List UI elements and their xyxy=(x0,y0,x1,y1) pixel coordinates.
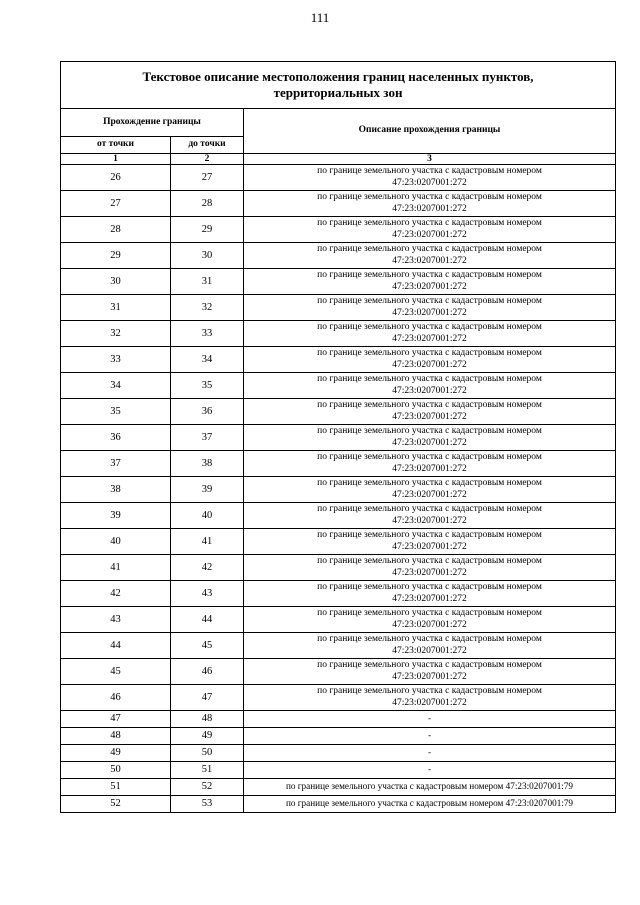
table-row xyxy=(61,503,616,529)
to-point-cell: 39 xyxy=(171,477,244,503)
description-line-1: - xyxy=(427,713,432,724)
description-cell xyxy=(244,685,616,711)
from-point-cell: 47 xyxy=(61,711,171,728)
description-line-2: 47:23:0207001:272 xyxy=(392,281,467,292)
table-title-line-1: Текстовое описание местоположения границ населенных пунктов, xyxy=(142,69,534,84)
header-passage: Прохождение границы xyxy=(61,109,244,137)
to-point-cell: 48 xyxy=(171,711,244,728)
from-point-cell: 37 xyxy=(61,451,171,477)
table-row xyxy=(61,243,616,269)
header-to-point: до точки xyxy=(171,137,244,154)
description-line-2: 47:23:0207001:272 xyxy=(392,203,467,214)
to-point-cell: 27 xyxy=(171,165,244,191)
to-point-cell: 42 xyxy=(171,555,244,581)
description-line-1: по границе земельного участка с кадастровым номером xyxy=(317,530,542,540)
from-point-cell: 29 xyxy=(61,243,171,269)
description-cell xyxy=(244,425,616,451)
description-line-2: 47:23:0207001:272 xyxy=(392,359,467,370)
table-row xyxy=(61,685,616,711)
description-cell xyxy=(244,321,616,347)
table-row xyxy=(61,529,616,555)
description-cell xyxy=(244,295,616,321)
description-cell xyxy=(244,745,616,762)
to-point-cell: 37 xyxy=(171,425,244,451)
description-cell xyxy=(244,555,616,581)
table-body xyxy=(61,62,616,813)
description-line-2: 47:23:0207001:272 xyxy=(392,177,467,188)
table-row xyxy=(61,269,616,295)
from-point-cell: 38 xyxy=(61,477,171,503)
description-line-2: 47:23:0207001:272 xyxy=(392,645,467,656)
table-row xyxy=(61,451,616,477)
to-point-cell: 50 xyxy=(171,745,244,762)
table-row xyxy=(61,711,616,728)
table-row xyxy=(61,347,616,373)
to-point-cell: 31 xyxy=(171,269,244,295)
description-line-2: 47:23:0207001:272 xyxy=(392,437,467,448)
description-line-2: 47:23:0207001:272 xyxy=(392,307,467,318)
to-point-cell: 40 xyxy=(171,503,244,529)
from-point-cell: 51 xyxy=(61,779,171,796)
description-line-1: по границе земельного участка с кадастровым номером xyxy=(317,582,542,592)
table-row xyxy=(61,659,616,685)
from-point-cell: 35 xyxy=(61,399,171,425)
description-cell xyxy=(244,451,616,477)
from-point-cell: 43 xyxy=(61,607,171,633)
table-row xyxy=(61,477,616,503)
description-line-2: 47:23:0207001:272 xyxy=(392,411,467,422)
header-description: Описание прохождения границы xyxy=(244,109,616,154)
table-row xyxy=(61,779,616,796)
column-number-3: 3 xyxy=(244,154,616,165)
description-line-1: по границе земельного участка с кадастровым номером xyxy=(317,634,542,644)
from-point-cell: 48 xyxy=(61,728,171,745)
description-line-2: 47:23:0207001:272 xyxy=(392,697,467,708)
to-point-cell: 30 xyxy=(171,243,244,269)
to-point-cell: 38 xyxy=(171,451,244,477)
description-cell xyxy=(244,728,616,745)
from-point-cell: 28 xyxy=(61,217,171,243)
description-cell xyxy=(244,711,616,728)
to-point-cell: 44 xyxy=(171,607,244,633)
description-line-2: 47:23:0207001:272 xyxy=(392,619,467,630)
description-line-1: по границе земельного участка с кадастровым номером 47:23:0207001:79 xyxy=(285,781,574,792)
column-number-row xyxy=(61,154,616,165)
description-line-1: по границе земельного участка с кадастровым номером xyxy=(317,270,542,280)
description-cell xyxy=(244,217,616,243)
description-cell xyxy=(244,529,616,555)
table-row xyxy=(61,762,616,779)
description-line-2: 47:23:0207001:272 xyxy=(392,593,467,604)
description-line-1: по границе земельного участка с кадастровым номером xyxy=(317,426,542,436)
description-cell xyxy=(244,373,616,399)
description-line-1: по границе земельного участка с кадастровым номером xyxy=(317,322,542,332)
description-cell xyxy=(244,191,616,217)
table-row xyxy=(61,399,616,425)
description-line-1: - xyxy=(427,764,432,775)
table-row xyxy=(61,425,616,451)
table-row xyxy=(61,633,616,659)
description-line-1: по границе земельного участка с кадастровым номером xyxy=(317,504,542,514)
description-line-1: по границе земельного участка с кадастровым номером xyxy=(317,374,542,384)
description-line-1: по границе земельного участка с кадастровым номером 47:23:0207001:79 xyxy=(285,798,574,809)
to-point-cell: 41 xyxy=(171,529,244,555)
description-cell xyxy=(244,243,616,269)
to-point-cell: 28 xyxy=(171,191,244,217)
to-point-cell: 52 xyxy=(171,779,244,796)
to-point-cell: 36 xyxy=(171,399,244,425)
to-point-cell: 34 xyxy=(171,347,244,373)
table-row xyxy=(61,165,616,191)
description-cell xyxy=(244,796,616,813)
description-line-2: 47:23:0207001:272 xyxy=(392,515,467,526)
from-point-cell: 49 xyxy=(61,745,171,762)
description-cell xyxy=(244,477,616,503)
table-row xyxy=(61,191,616,217)
boundary-description-table xyxy=(60,61,616,813)
description-line-1: по границе земельного участка с кадастровым номером xyxy=(317,166,542,176)
from-point-cell: 33 xyxy=(61,347,171,373)
from-point-cell: 36 xyxy=(61,425,171,451)
description-line-1: по границе земельного участка с кадастровым номером xyxy=(317,608,542,618)
table-row xyxy=(61,217,616,243)
description-line-1: по границе земельного участка с кадастровым номером xyxy=(317,348,542,358)
description-line-2: 47:23:0207001:272 xyxy=(392,489,467,500)
description-line-2: 47:23:0207001:272 xyxy=(392,567,467,578)
from-point-cell: 41 xyxy=(61,555,171,581)
from-point-cell: 31 xyxy=(61,295,171,321)
description-line-1: по границе земельного участка с кадастровым номером xyxy=(317,192,542,202)
description-cell xyxy=(244,503,616,529)
from-point-cell: 52 xyxy=(61,796,171,813)
header-from-point: от точки xyxy=(61,137,171,154)
table-row xyxy=(61,321,616,347)
description-cell xyxy=(244,659,616,685)
table-row xyxy=(61,607,616,633)
description-line-1: по границе земельного участка с кадастровым номером xyxy=(317,218,542,228)
description-line-2: 47:23:0207001:272 xyxy=(392,385,467,396)
description-cell xyxy=(244,779,616,796)
description-line-2: 47:23:0207001:272 xyxy=(392,541,467,552)
to-point-cell: 47 xyxy=(171,685,244,711)
description-line-1: по границе земельного участка с кадастровым номером xyxy=(317,244,542,254)
table-title-line-2: территориальных зон xyxy=(273,85,403,100)
from-point-cell: 32 xyxy=(61,321,171,347)
to-point-cell: 33 xyxy=(171,321,244,347)
description-cell xyxy=(244,633,616,659)
description-cell xyxy=(244,607,616,633)
table-row xyxy=(61,295,616,321)
to-point-cell: 45 xyxy=(171,633,244,659)
description-cell xyxy=(244,762,616,779)
description-line-2: 47:23:0207001:272 xyxy=(392,671,467,682)
to-point-cell: 43 xyxy=(171,581,244,607)
table-title-row xyxy=(61,62,616,109)
description-line-2: 47:23:0207001:272 xyxy=(392,255,467,266)
table-title xyxy=(61,62,616,109)
description-cell xyxy=(244,581,616,607)
description-line-1: по границе земельного участка с кадастровым номером xyxy=(317,686,542,696)
description-line-2: 47:23:0207001:272 xyxy=(392,229,467,240)
description-cell xyxy=(244,347,616,373)
description-line-1: по границе земельного участка с кадастровым номером xyxy=(317,452,542,462)
from-point-cell: 34 xyxy=(61,373,171,399)
description-line-1: по границе земельного участка с кадастровым номером xyxy=(317,296,542,306)
column-number-1: 1 xyxy=(61,154,171,165)
description-line-1: - xyxy=(427,747,432,758)
description-cell xyxy=(244,269,616,295)
table-row xyxy=(61,555,616,581)
to-point-cell: 46 xyxy=(171,659,244,685)
description-line-2: 47:23:0207001:272 xyxy=(392,333,467,344)
from-point-cell: 40 xyxy=(61,529,171,555)
description-line-1: по границе земельного участка с кадастровым номером xyxy=(317,660,542,670)
from-point-cell: 27 xyxy=(61,191,171,217)
from-point-cell: 26 xyxy=(61,165,171,191)
to-point-cell: 53 xyxy=(171,796,244,813)
description-line-1: по границе земельного участка с кадастровым номером xyxy=(317,400,542,410)
from-point-cell: 30 xyxy=(61,269,171,295)
description-cell xyxy=(244,165,616,191)
to-point-cell: 35 xyxy=(171,373,244,399)
from-point-cell: 42 xyxy=(61,581,171,607)
table-row xyxy=(61,728,616,745)
page-number: 111 xyxy=(310,10,330,25)
description-line-1: по границе земельного участка с кадастровым номером xyxy=(317,556,542,566)
description-line-1: по границе земельного участка с кадастровым номером xyxy=(317,478,542,488)
from-point-cell: 39 xyxy=(61,503,171,529)
to-point-cell: 29 xyxy=(171,217,244,243)
from-point-cell: 46 xyxy=(61,685,171,711)
column-number-2: 2 xyxy=(171,154,244,165)
to-point-cell: 32 xyxy=(171,295,244,321)
description-cell xyxy=(244,399,616,425)
description-line-2: 47:23:0207001:272 xyxy=(392,463,467,474)
to-point-cell: 49 xyxy=(171,728,244,745)
table-row xyxy=(61,373,616,399)
header-row-1 xyxy=(61,109,616,137)
from-point-cell: 44 xyxy=(61,633,171,659)
from-point-cell: 50 xyxy=(61,762,171,779)
table-row xyxy=(61,745,616,762)
to-point-cell: 51 xyxy=(171,762,244,779)
description-line-1: - xyxy=(427,730,432,741)
table-row xyxy=(61,796,616,813)
from-point-cell: 45 xyxy=(61,659,171,685)
table-row xyxy=(61,581,616,607)
